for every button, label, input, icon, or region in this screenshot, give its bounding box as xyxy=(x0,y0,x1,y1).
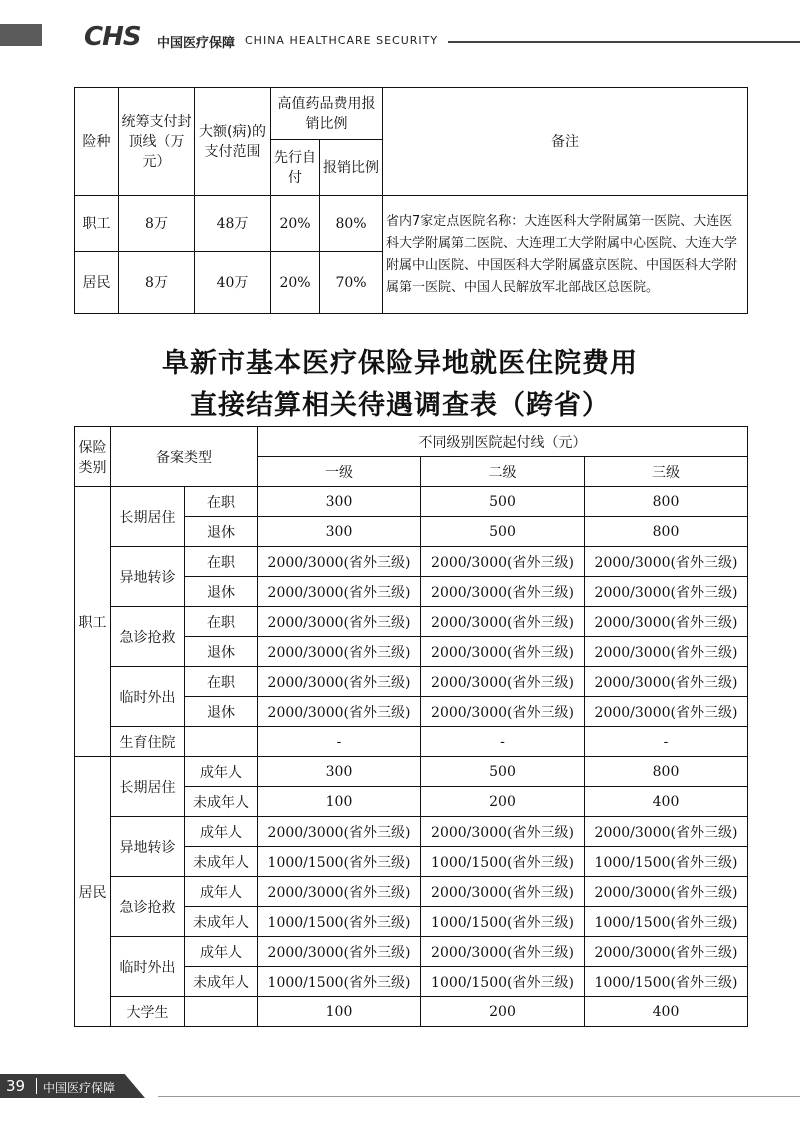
table-row xyxy=(75,817,748,847)
table-row xyxy=(75,547,748,577)
header-block xyxy=(0,24,42,46)
sub-adult: 成年人 xyxy=(185,877,258,907)
value-cell: 1000/1500(省外三级) xyxy=(258,847,421,877)
cat-referral: 异地转诊 xyxy=(111,817,185,877)
footer-rule xyxy=(158,1096,800,1097)
value-cell: 500 xyxy=(421,487,585,517)
empty-cell xyxy=(185,997,258,1027)
value-cell: - xyxy=(421,727,585,757)
threshold-table xyxy=(74,426,748,1027)
value-cell: 2000/3000(省外三级) xyxy=(421,697,585,727)
cat-student: 大学生 xyxy=(111,997,185,1027)
footer-separator xyxy=(36,1078,37,1094)
value-cell: 1000/1500(省外三级) xyxy=(421,967,585,997)
value-cell: 1000/1500(省外三级) xyxy=(585,847,748,877)
value-cell: 2000/3000(省外三级) xyxy=(258,577,421,607)
cell-note: 省内7家定点医院名称：大连医科大学附属第一医院、大连医科大学附属第二医院、大连理工大学附属中心医院、大连大学附属中山医院、中国医科大学附属盛京医院、中国医科大学附属第一医院、中国人民解放军北部战区总医院。 xyxy=(383,196,748,314)
sub-minor: 未成年人 xyxy=(185,967,258,997)
value-cell: 2000/3000(省外三级) xyxy=(421,877,585,907)
value-cell: 2000/3000(省外三级) xyxy=(585,547,748,577)
value-cell: 2000/3000(省外三级) xyxy=(585,937,748,967)
cell-major: 40万 xyxy=(195,252,271,314)
value-cell: 400 xyxy=(585,997,748,1027)
th-self: 先行自付 xyxy=(271,140,320,196)
value-cell: 200 xyxy=(421,997,585,1027)
value-cell: 2000/3000(省外三级) xyxy=(585,577,748,607)
cell-self: 20% xyxy=(271,252,320,314)
cell-reimb: 80% xyxy=(320,196,383,252)
value-cell: 2000/3000(省外三级) xyxy=(258,697,421,727)
sub-employed: 在职 xyxy=(185,487,258,517)
cat-long-term: 长期居住 xyxy=(111,757,185,817)
cat-temporary: 临时外出 xyxy=(111,667,185,727)
footer-title: 中国医疗保障 xyxy=(43,1081,116,1095)
value-cell: 2000/3000(省外三级) xyxy=(585,877,748,907)
th-level3: 三级 xyxy=(585,457,748,487)
cat-emergency: 急诊抢救 xyxy=(111,607,185,667)
value-cell: 2000/3000(省外三级) xyxy=(585,697,748,727)
value-cell: 800 xyxy=(585,487,748,517)
th-level2: 二级 xyxy=(421,457,585,487)
chs-logo: CHS xyxy=(84,22,141,52)
cat-maternity: 生育住院 xyxy=(111,727,185,757)
table-row xyxy=(75,667,748,697)
value-cell: 2000/3000(省外三级) xyxy=(258,667,421,697)
sub-adult: 成年人 xyxy=(185,757,258,787)
value-cell: 2000/3000(省外三级) xyxy=(258,637,421,667)
value-cell: 2000/3000(省外三级) xyxy=(421,637,585,667)
value-cell: 2000/3000(省外三级) xyxy=(421,667,585,697)
cell-type: 居民 xyxy=(75,252,119,314)
value-cell: 1000/1500(省外三级) xyxy=(258,907,421,937)
value-cell: - xyxy=(585,727,748,757)
sub-minor: 未成年人 xyxy=(185,847,258,877)
value-cell: 100 xyxy=(258,787,421,817)
cat-emergency: 急诊抢救 xyxy=(111,877,185,937)
page-title-line2: 直接结算相关待遇调查表（跨省） xyxy=(190,390,610,421)
value-cell: 2000/3000(省外三级) xyxy=(421,547,585,577)
value-cell: 2000/3000(省外三级) xyxy=(258,937,421,967)
value-cell: 1000/1500(省外三级) xyxy=(421,907,585,937)
cell-reimb: 70% xyxy=(320,252,383,314)
cat-referral: 异地转诊 xyxy=(111,547,185,607)
value-cell: 400 xyxy=(585,787,748,817)
sub-employed: 在职 xyxy=(185,547,258,577)
benefit-table xyxy=(74,87,748,314)
group-employee: 职工 xyxy=(75,487,111,757)
value-cell: 800 xyxy=(585,757,748,787)
sub-minor: 未成年人 xyxy=(185,787,258,817)
table-row xyxy=(75,727,748,757)
header-title-en: CHINA HEALTHCARE SECURITY xyxy=(245,34,439,47)
table-row xyxy=(75,196,748,252)
table-row xyxy=(75,487,748,517)
empty-cell xyxy=(185,727,258,757)
value-cell: 200 xyxy=(421,787,585,817)
value-cell: 2000/3000(省外三级) xyxy=(421,817,585,847)
th-major: 大额(病)的支付范围 xyxy=(195,88,271,196)
value-cell: 1000/1500(省外三级) xyxy=(258,967,421,997)
value-cell: 1000/1500(省外三级) xyxy=(585,907,748,937)
table-row xyxy=(75,997,748,1027)
value-cell: 100 xyxy=(258,997,421,1027)
value-cell: 2000/3000(省外三级) xyxy=(421,607,585,637)
table-row xyxy=(75,607,748,637)
value-cell: 300 xyxy=(258,487,421,517)
value-cell: 300 xyxy=(258,517,421,547)
value-cell: 2000/3000(省外三级) xyxy=(585,637,748,667)
value-cell: - xyxy=(258,727,421,757)
sub-retired: 退休 xyxy=(185,577,258,607)
value-cell: 300 xyxy=(258,757,421,787)
table-row xyxy=(75,757,748,787)
value-cell: 1000/1500(省外三级) xyxy=(421,847,585,877)
cat-temporary: 临时外出 xyxy=(111,937,185,997)
th-ins-type: 保险类别 xyxy=(75,427,111,487)
th-threshold: 不同级别医院起付线（元） xyxy=(258,427,748,457)
value-cell: 2000/3000(省外三级) xyxy=(258,547,421,577)
sub-employed: 在职 xyxy=(185,667,258,697)
sub-retired: 退休 xyxy=(185,637,258,667)
sub-retired: 退休 xyxy=(185,517,258,547)
th-cap: 统筹支付封顶线（万元） xyxy=(119,88,195,196)
page-title-line1: 阜新市基本医疗保险异地就医住院费用 xyxy=(162,348,638,379)
value-cell: 2000/3000(省外三级) xyxy=(585,667,748,697)
table-row xyxy=(75,937,748,967)
value-cell: 800 xyxy=(585,517,748,547)
sub-adult: 成年人 xyxy=(185,937,258,967)
value-cell: 2000/3000(省外三级) xyxy=(258,607,421,637)
value-cell: 2000/3000(省外三级) xyxy=(585,817,748,847)
cat-long-term: 长期居住 xyxy=(111,487,185,547)
value-cell: 500 xyxy=(421,757,585,787)
value-cell: 2000/3000(省外三级) xyxy=(421,577,585,607)
th-record-type: 备案类型 xyxy=(111,427,258,487)
group-resident: 居民 xyxy=(75,757,111,1027)
sub-employed: 在职 xyxy=(185,607,258,637)
value-cell: 2000/3000(省外三级) xyxy=(258,877,421,907)
cell-type: 职工 xyxy=(75,196,119,252)
sub-adult: 成年人 xyxy=(185,817,258,847)
th-type: 险种 xyxy=(75,88,119,196)
page-number: 39 xyxy=(6,1077,26,1095)
table-row xyxy=(75,877,748,907)
cell-cap: 8万 xyxy=(119,252,195,314)
cell-cap: 8万 xyxy=(119,196,195,252)
cell-self: 20% xyxy=(271,196,320,252)
header-rule xyxy=(448,41,800,43)
value-cell: 2000/3000(省外三级) xyxy=(421,937,585,967)
sub-minor: 未成年人 xyxy=(185,907,258,937)
sub-retired: 退休 xyxy=(185,697,258,727)
value-cell: 2000/3000(省外三级) xyxy=(585,607,748,637)
th-note: 备注 xyxy=(383,88,748,196)
th-level1: 一级 xyxy=(258,457,421,487)
value-cell: 2000/3000(省外三级) xyxy=(258,817,421,847)
value-cell: 1000/1500(省外三级) xyxy=(585,967,748,997)
th-reimb: 报销比例 xyxy=(320,140,383,196)
header-title-cn: 中国医疗保障 xyxy=(157,36,236,51)
cell-major: 48万 xyxy=(195,196,271,252)
th-drug: 高值药品费用报销比例 xyxy=(271,88,383,140)
value-cell: 500 xyxy=(421,517,585,547)
